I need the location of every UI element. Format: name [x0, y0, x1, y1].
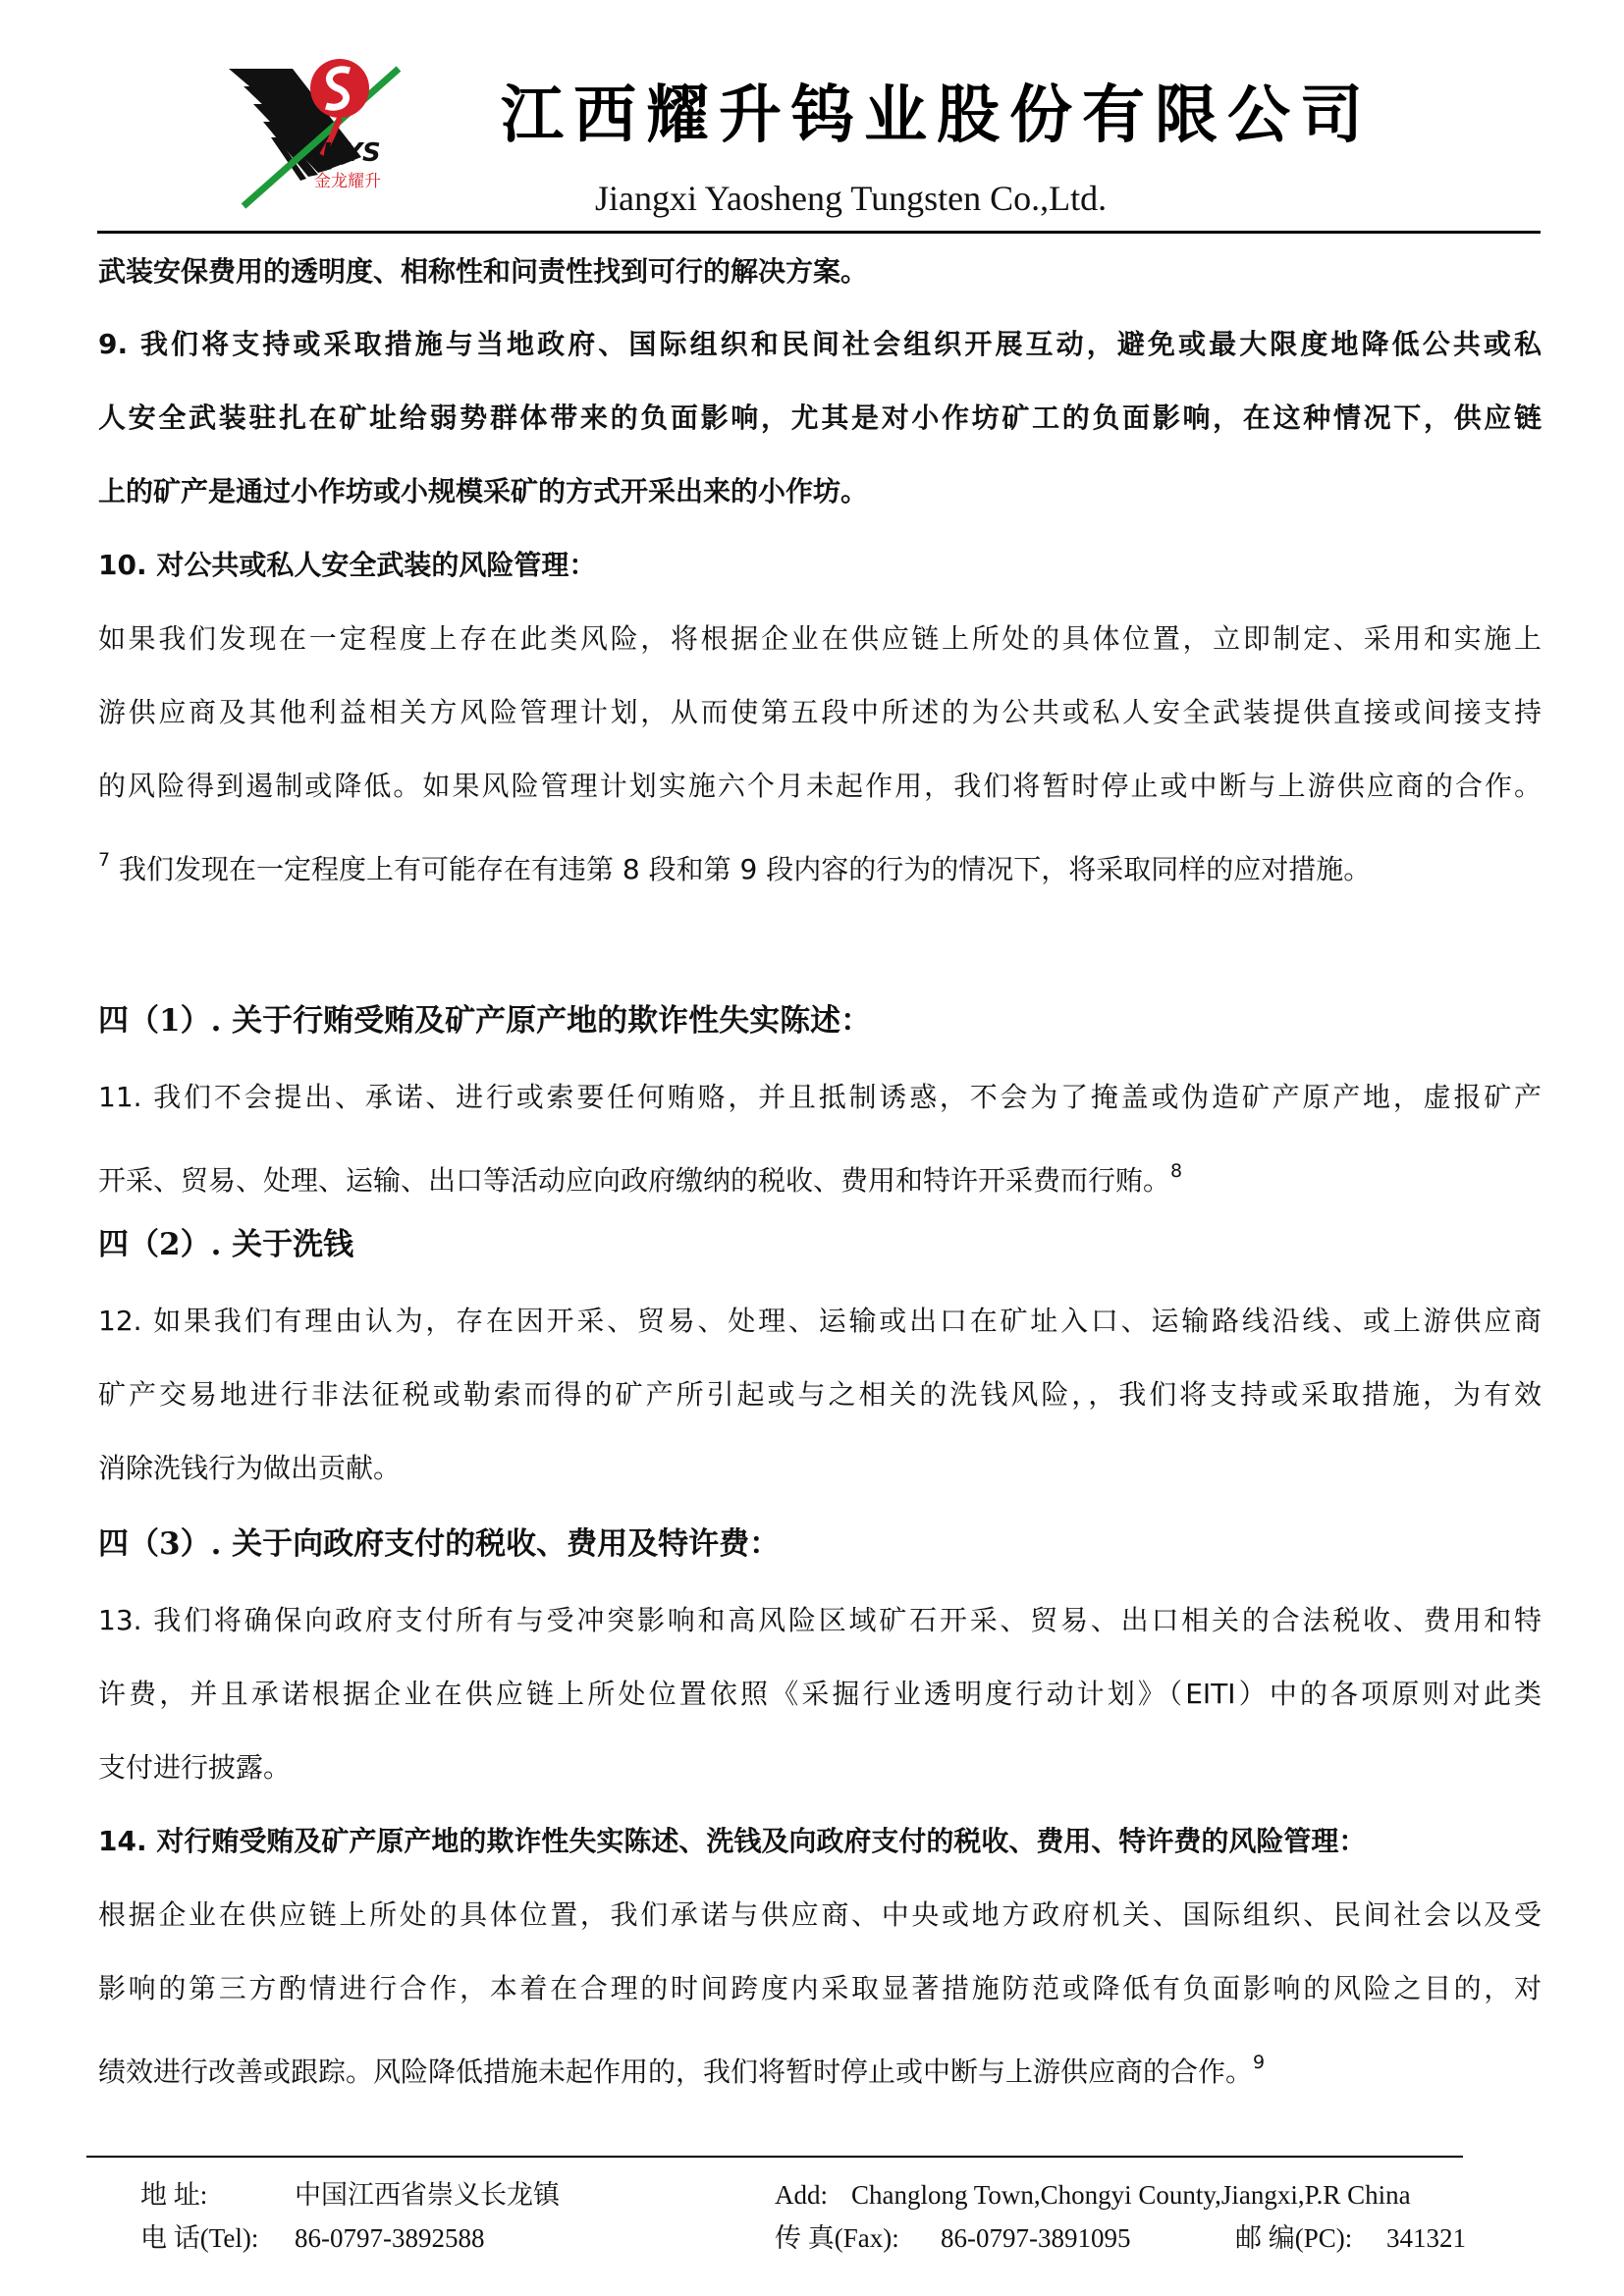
footer-fax-label: 传 真(Fax):	[775, 2223, 899, 2253]
paragraph-13-line-2: 许费，并且承诺根据企业在供应链上所处位置依照《采掘行业透明度行动计划》（EITI）中的各项原则对此类	[98, 1678, 1542, 1710]
footer-address-label: 地 址:	[140, 2180, 208, 2210]
paragraph-10-title: 10. 对公共或私人安全武装的风险管理：	[98, 549, 597, 581]
footer-add-value: Changlong Town,Chongyi County,Jiangxi,P.R China	[851, 2180, 1411, 2210]
footer-divider	[86, 2156, 1463, 2158]
paragraph-14-line-2: 影响的第三方酌情进行合作，本着在合理的时间跨度内采取显著措施防范或降低有负面影响的风险之目的，对	[98, 1972, 1542, 2004]
paragraph-13-line-3: 支付进行披露。	[98, 1751, 292, 1784]
company-logo	[224, 49, 410, 216]
paragraph-10-line-4: $^7$ 我们发现在一定程度上有可能存在有违第 8 段和第 9 段内容的行为的情况下，将采取同样的应对措施。	[98, 849, 1372, 885]
footer-address-value: 中国江西省崇义长龙镇	[295, 2180, 560, 2210]
paragraph-11-line-1: 11. 我们不会提出、承诺、进行或索要任何贿赂，并且抵制诱惑，不会为了掩盖或伪造矿产原产地，虚报矿产	[98, 1081, 1542, 1113]
paragraph-14-line-3: 绩效进行改善或跟踪。风险降低措施未起作用的，我们将暂时停止或中断与上游供应商的合作。$^9$	[98, 2052, 1266, 2088]
company-name-en: Jiangxi Yaosheng Tungsten Co.,Ltd.	[595, 179, 1108, 218]
section-heading-4-3: 四（3）. 关于向政府支付的税收、费用及特许费：	[98, 1526, 781, 1562]
logo-subtext: 金龙耀升	[314, 172, 381, 191]
paragraph-9-line-2: 人安全武装驻扎在矿址给弱势群体带来的负面影响，尤其是对小作坊矿工的负面影响，在这种情况下，供应链	[98, 401, 1542, 434]
paragraph-13-line-1: 13. 我们将确保向政府支付所有与受冲突影响和高风险区域矿石开采、贸易、出口相关的合法税收、费用和特	[98, 1604, 1542, 1636]
paragraph-9-line-1: 9. 我们将支持或采取措施与当地政府、国际组织和民间社会组织开展互动，避免或最大限度地降低公共或私	[98, 328, 1542, 360]
section-heading-4-2: 四（2）. 关于洗钱	[98, 1227, 354, 1262]
logo-text: JLYS	[322, 138, 381, 168]
footer-tel-label: 电 话(Tel):	[140, 2223, 259, 2253]
footer-tel-value: 86-0797-3892588	[295, 2223, 485, 2253]
paragraph-11-line-2: 开采、贸易、处理、运输、出口等活动应向政府缴纳的税收、费用和特许开采费而行贿。$^8$	[98, 1160, 1183, 1197]
footnote-ref-9: 9	[1253, 2052, 1266, 2073]
paragraph-14-line-1: 根据企业在供应链上所处的具体位置，我们承诺与供应商、中央或地方政府机关、国际组织、民间社会以及受	[98, 1898, 1542, 1931]
paragraph-12-line-2: 矿产交易地进行非法征税或勒索而得的矿产所引起或与之相关的洗钱风险，，我们将支持或采取措施，为有效	[98, 1378, 1542, 1411]
paragraph-10-line-1: 如果我们发现在一定程度上存在此类风险，将根据企业在供应链上所处的具体位置，立即制定、采用和实施上	[98, 622, 1542, 655]
section-heading-4-1: 四（1）. 关于行贿受贿及矿产原产地的欺诈性失实陈述：	[98, 1003, 872, 1039]
footer-fax-value: 86-0797-3891095	[941, 2223, 1131, 2253]
paragraph-12-line-1: 12. 如果我们有理由认为，存在因开采、贸易、处理、运输或出口在矿址入口、运输路线沿线、或上游供应商	[98, 1305, 1542, 1337]
footer-add-label: Add:	[775, 2180, 828, 2210]
footnote-ref-8: 8	[1170, 1160, 1183, 1182]
company-name-cn: 江西耀升钨业股份有限公司	[501, 79, 1373, 152]
paragraph-12-line-3: 消除洗钱行为做出贡献。	[98, 1452, 402, 1484]
footnote-ref-7: 7	[98, 849, 111, 871]
paragraph-8-continued: 武装安保费用的透明度、相称性和问责性找到可行的解决方案。	[98, 255, 869, 288]
paragraph-9-line-3: 上的矿产是通过小作坊或小规模采矿的方式开采出来的小作坊。	[98, 475, 869, 507]
footer-pc-value: 341321	[1386, 2223, 1466, 2253]
header-divider	[97, 231, 1541, 234]
paragraph-14-title: 14. 对行贿受贿及矿产原产地的欺诈性失实陈述、洗钱及向政府支付的税收、费用、特许费的风险管理：	[98, 1825, 1367, 1857]
paragraph-10-line-3: 的风险得到遏制或降低。如果风险管理计划实施六个月未起作用，我们将暂时停止或中断与上游供应商的合作。	[98, 770, 1542, 802]
paragraph-10-line-2: 游供应商及其他利益相关方风险管理计划，从而使第五段中所述的为公共或私人安全武装提供直接或间接支持	[98, 696, 1542, 728]
footer-pc-label: 邮 编(PC):	[1235, 2223, 1353, 2253]
